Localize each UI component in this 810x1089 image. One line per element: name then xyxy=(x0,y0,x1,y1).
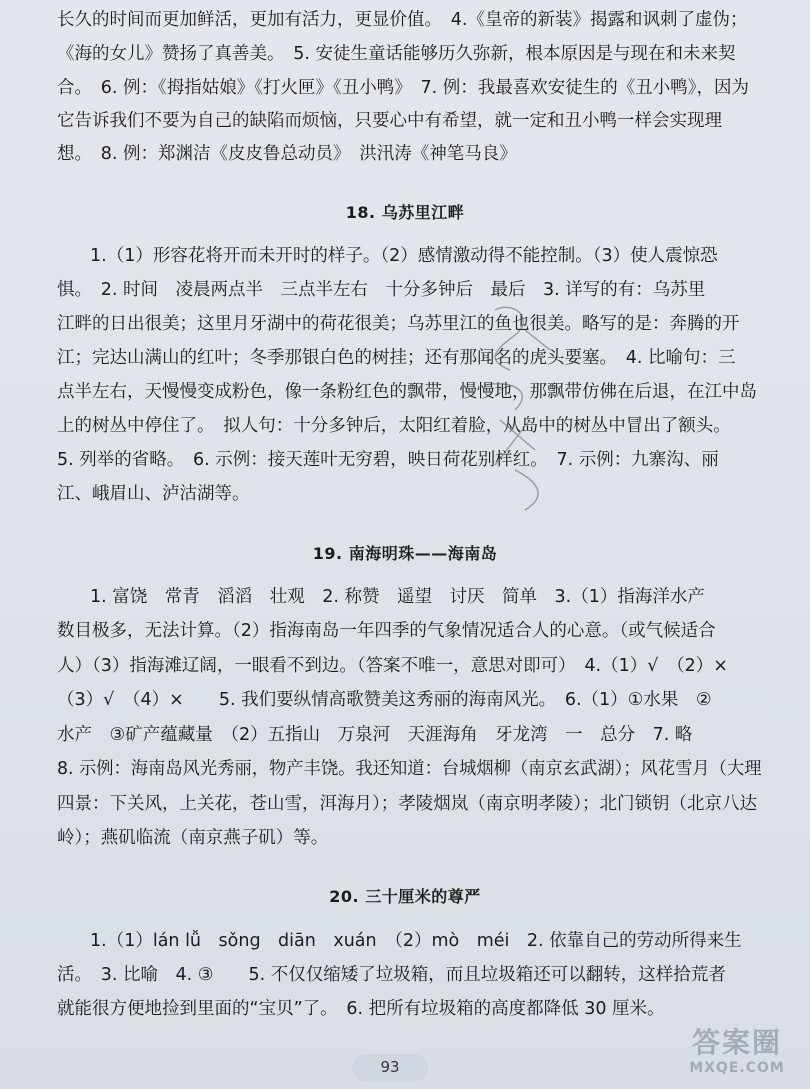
text-line: 想。 8. 例：郑渊洁《皮皮鲁总动员》 洪汛涛《神笔马良》 xyxy=(57,144,517,164)
text-line: 8. 示例：海南岛风光秀丽，物产丰饶。我还知道：台城烟柳（南京玄武湖）；风花雪月（大理 xyxy=(57,759,762,779)
section-18-title: 18. 乌苏里江畔 xyxy=(345,203,465,222)
text-line: 点半左右，天慢慢变成粉色，像一条粉红色的飘带，慢慢地，那飘带仿佛在后退，在江中岛 xyxy=(57,382,757,402)
text-line: 合。 6. 例：《拇指姑娘》《打火匣》《丑小鸭》 7. 例：我最喜欢安徒生的《丑小鸭》，因为 xyxy=(57,78,750,98)
text-line: 岭）；燕矶临流（南京燕子矶）等。 xyxy=(57,828,329,848)
section-19-title: 19. 南海明珠——海南岛 xyxy=(312,544,498,563)
site-watermark xyxy=(672,1027,802,1083)
text-line: 水产 ③矿产蕴藏量 （2）五指山 万泉河 天涯海角 牙龙湾 一 总分 7. 略 xyxy=(57,725,693,745)
text-line: 就能很方便地捡到里面的“宝贝”了。 6. 把所有垃圾箱的高度都降低 30 厘米。 xyxy=(57,999,665,1019)
text-line: 数目极多，无法计算。（2）指海南岛一年四季的气象情况适合人的心意。（或气候适合 xyxy=(57,621,716,641)
text-line: 它告诉我们不要为自己的缺陷而烦恼，只要心中有希望，就一定和丑小鸭一样会实现理 xyxy=(57,111,722,131)
watermark-chinese: 答案圈 xyxy=(691,1026,782,1059)
text-line: 惧。 2. 时间 凌晨两点半 三点半左右 十分多钟后 最后 3. 详写的有：乌苏里 xyxy=(57,280,706,300)
text-line: 长久的时间而更加鲜活，更加有活力，更显价值。 4.《皇帝的新装》揭露和讽刺了虚伪； xyxy=(57,10,748,30)
text-line: 四景：下关风，上关花，苍山雪，洱海月）；孝陵烟岚（南京明孝陵）；北门锁钥（北京八达 xyxy=(57,794,757,814)
text-line: 1. 富饶 常青 滔滔 壮观 2. 称赞 遥望 讨厌 简单 3.（1）指海洋水产 xyxy=(90,587,705,607)
text-line: （3）√ （4）× 5. 我们要纵情高歌赞美这秀丽的海南风光。 6.（1）①水果 ② xyxy=(57,690,712,710)
text-line: 江；完达山满山的红叶；冬季那银白色的树挂；还有那闻名的虎头要塞。 4. 比喻句：三 xyxy=(57,348,736,368)
text-line: 5. 列举的省略。 6. 示例：接天莲叶无穷碧，映日荷花别样红。 7. 示例：九寨沟、丽 xyxy=(57,450,719,470)
text-line: 《海的女儿》赞扬了真善美。 5. 安徒生童话能够历久弥新，根本原因是与现在和未来契 xyxy=(57,44,736,64)
text-line: 江畔的日出很美；这里月牙湖中的荷花很美；乌苏里江的鱼也很美。略写的是：奔腾的开 xyxy=(57,314,740,334)
text-line: 上的树丛中停住了。 拟人句：十分多钟后，太阳红着脸，从岛中的树丛中冒出了额头。 xyxy=(57,416,731,436)
text-line: 江、峨眉山、泸沽湖等。 xyxy=(57,484,250,504)
text-line: 活。 3. 比喻 4. ③ 5. 不仅仅缩矮了垃圾箱，而且垃圾箱还可以翻转，这样拾荒者 xyxy=(57,965,726,985)
watermark-url: MXQE.COM xyxy=(689,1060,785,1076)
section-20-title: 20. 三十厘米的尊严 xyxy=(329,887,481,906)
page-number: 93 xyxy=(380,1058,400,1076)
text-line: 人）（3）指海滩辽阔，一眼看不到边。（答案不唯一，意思对即可） 4.（1）√ （2）× xyxy=(57,656,728,676)
text-line: 1.（1）形容花将开而未开时的样子。（2）感情激动得不能控制。（3）使人震惊恐 xyxy=(90,246,718,266)
text-line: 1.（1）lán lǚ sǒng diān xuán （2）mò méi 2. 依靠自己的劳动所得来生 xyxy=(90,931,742,951)
